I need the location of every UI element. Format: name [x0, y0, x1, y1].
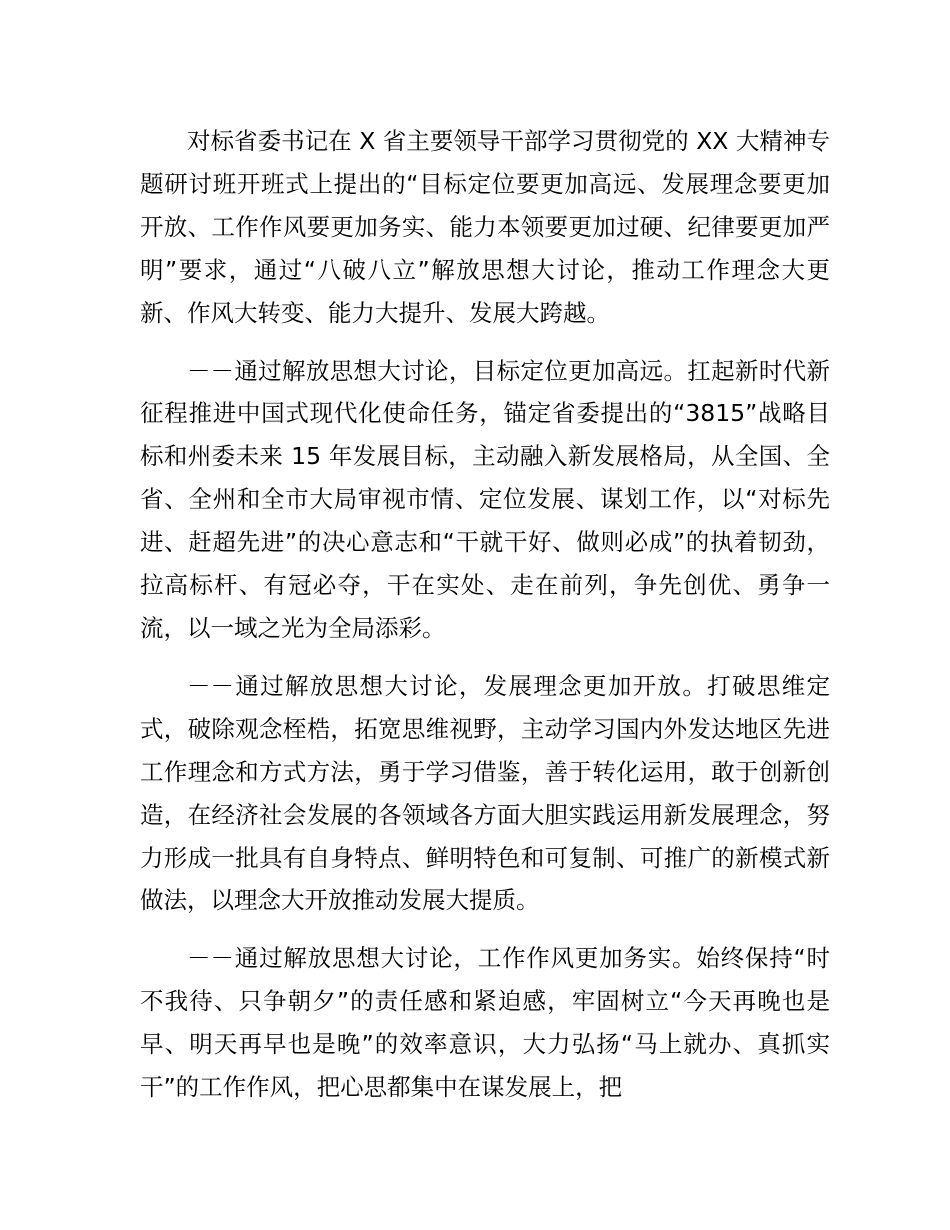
document-body	[140, 120, 830, 1124]
paragraph-goal-positioning: －－通过解放思想大讨论，目标定位更加高远。扛起新时代新征程推进中国式现代化使命任务，锚定省委提出的“3815”战略目标和州委未来 15 年发展目标，主动融入新发展格局，从全国、全省、全州和全市大局审视市情、定位发展、谋划工作，以“对标先进、赶超先进”的决心意志和“干就干好、做则必成”的执着韧劲，拉高标杆、有冠必夺，干在实处、走在前列，争先创优、勇争一流，以一域之光为全局添彩。	[140, 356, 830, 642]
paragraph-development-concept: －－通过解放思想大讨论，发展理念更加开放。打破思维定式，破除观念桎梏，拓宽思维视野，主动学习国内外发达地区先进工作理念和方式方法，勇于学习借鉴，善于转化运用，敢于创新创造，在经济社会发展的各领域各方面大胆实践运用新发展理念，努力形成一批具有自身特点、鲜明特色和可复制、可推广的新模式新做法，以理念大开放推动发展大提质。	[140, 671, 830, 915]
paragraph-intro: 对标省委书记在 X 省主要领导干部学习贯彻党的 XX 大精神专题研讨班开班式上提出的“目标定位要更加高远、发展理念要更加开放、工作作风要更加务实、能力本领要更加过硬、纪律要更加严明”要求，通过“八破八立”解放思想大讨论，推动工作理念大更新、作风大转变、能力大提升、发展大跨越。	[140, 127, 830, 327]
paragraph-work-style: －－通过解放思想大讨论，工作作风更加务实。始终保持“时不我待、只争朝夕”的责任感和紧迫感，牢固树立“今天再晚也是早、明天再早也是晚”的效率意识，大力弘扬“马上就办、真抓实干”的工作作风，把心思都集中在谋发展上，把	[140, 944, 830, 1102]
